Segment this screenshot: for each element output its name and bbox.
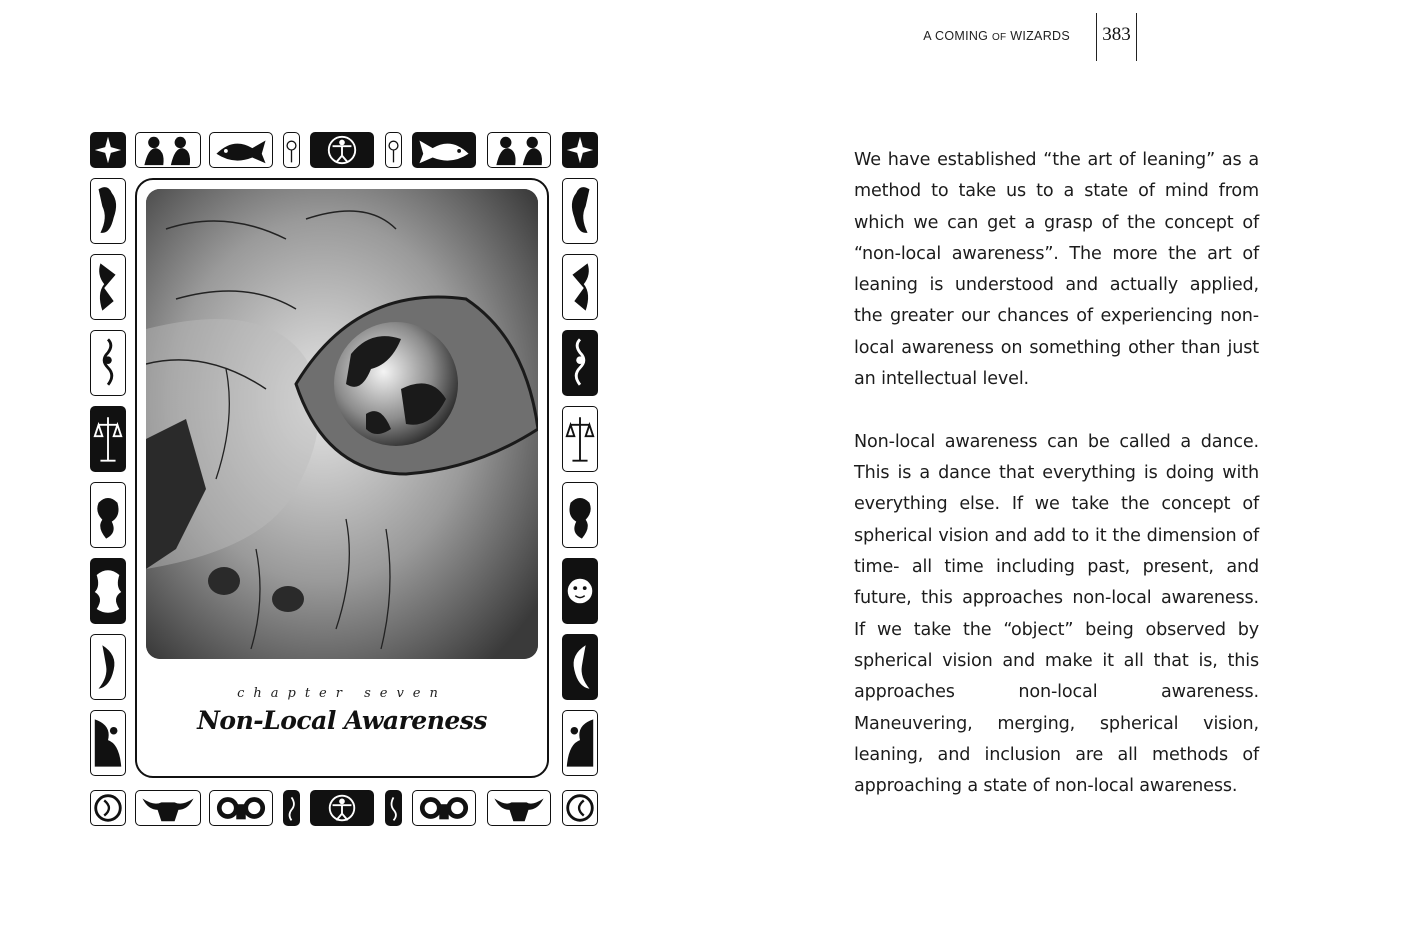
book-title-part-1: A COMING <box>923 29 989 43</box>
scales-icon <box>90 406 126 472</box>
star-icon <box>90 132 126 168</box>
fish-icon <box>412 132 476 168</box>
vitruvian-man-icon <box>310 790 374 826</box>
gemini-twins-icon <box>487 132 551 168</box>
taurus-icon <box>90 178 126 244</box>
body-text <box>854 145 1259 834</box>
header-rule-right <box>1136 13 1137 61</box>
libra-figure-icon <box>562 254 598 320</box>
chapter-plate <box>88 130 600 830</box>
scorpion-icon <box>562 634 598 700</box>
paragraph: We have established “the art of leaning” as a method to take us to a state of mind from which we can get a grasp of the concept of “non-local awareness”. The more the art of leaning is understood and actually applied, the greater our chances of experiencing non-local awareness on something other than just an intellectual level. <box>854 150 1259 390</box>
chapter-title: Non-Local Awareness <box>197 706 487 735</box>
mask-icon <box>90 558 126 624</box>
star-icon <box>562 132 598 168</box>
scales-icon <box>562 406 598 472</box>
chapter-illustration <box>146 189 538 659</box>
ram-horns-icon <box>209 790 273 826</box>
book-title <box>923 29 1070 43</box>
rose-icon <box>385 132 402 168</box>
cancer-crab-icon <box>562 482 598 548</box>
book-title-part-2: OF <box>991 32 1007 43</box>
scorpion-icon <box>562 330 598 396</box>
twin-faces-icon <box>90 710 126 776</box>
flame-icon <box>283 790 300 826</box>
taurus-icon <box>562 178 598 244</box>
page-number: 383 <box>1102 24 1131 45</box>
gemini-twins-icon <box>135 132 201 168</box>
flame-icon <box>385 790 402 826</box>
fish-icon <box>209 132 273 168</box>
circle-glyph-icon <box>90 790 126 826</box>
scorpion-icon <box>90 634 126 700</box>
twin-faces-icon <box>562 710 598 776</box>
ram-horns-icon <box>412 790 476 826</box>
bull-head-icon <box>487 790 551 826</box>
book-title-part-3: WIZARDS <box>1010 29 1070 43</box>
paragraph: Non-local awareness can be called a dance. This is a dance that everything is doing with everything else. If we take the concept of spherical vision and add to it the dimension of time- all time including past, present, and future, this approaches non-local awareness. If we take the “object” being observed by spherical vision and make it all that is, this approaches non-local awareness. Maneuvering, merging, spherical vision, leaning, and inclusion are all methods of approaching a state of non-local awareness. <box>854 431 1259 797</box>
libra-figure-icon <box>90 254 126 320</box>
running-header <box>900 13 1140 61</box>
rose-icon <box>283 132 300 168</box>
lion-face-icon <box>562 558 598 624</box>
chapter-card <box>135 178 549 778</box>
cancer-crab-icon <box>90 482 126 548</box>
circle-glyph-icon <box>562 790 598 826</box>
vitruvian-man-icon <box>310 132 374 168</box>
chapter-number-label: chapter seven <box>237 686 447 701</box>
earth-eye-artwork <box>146 189 538 659</box>
scorpion-icon <box>90 330 126 396</box>
bull-head-icon <box>135 790 201 826</box>
